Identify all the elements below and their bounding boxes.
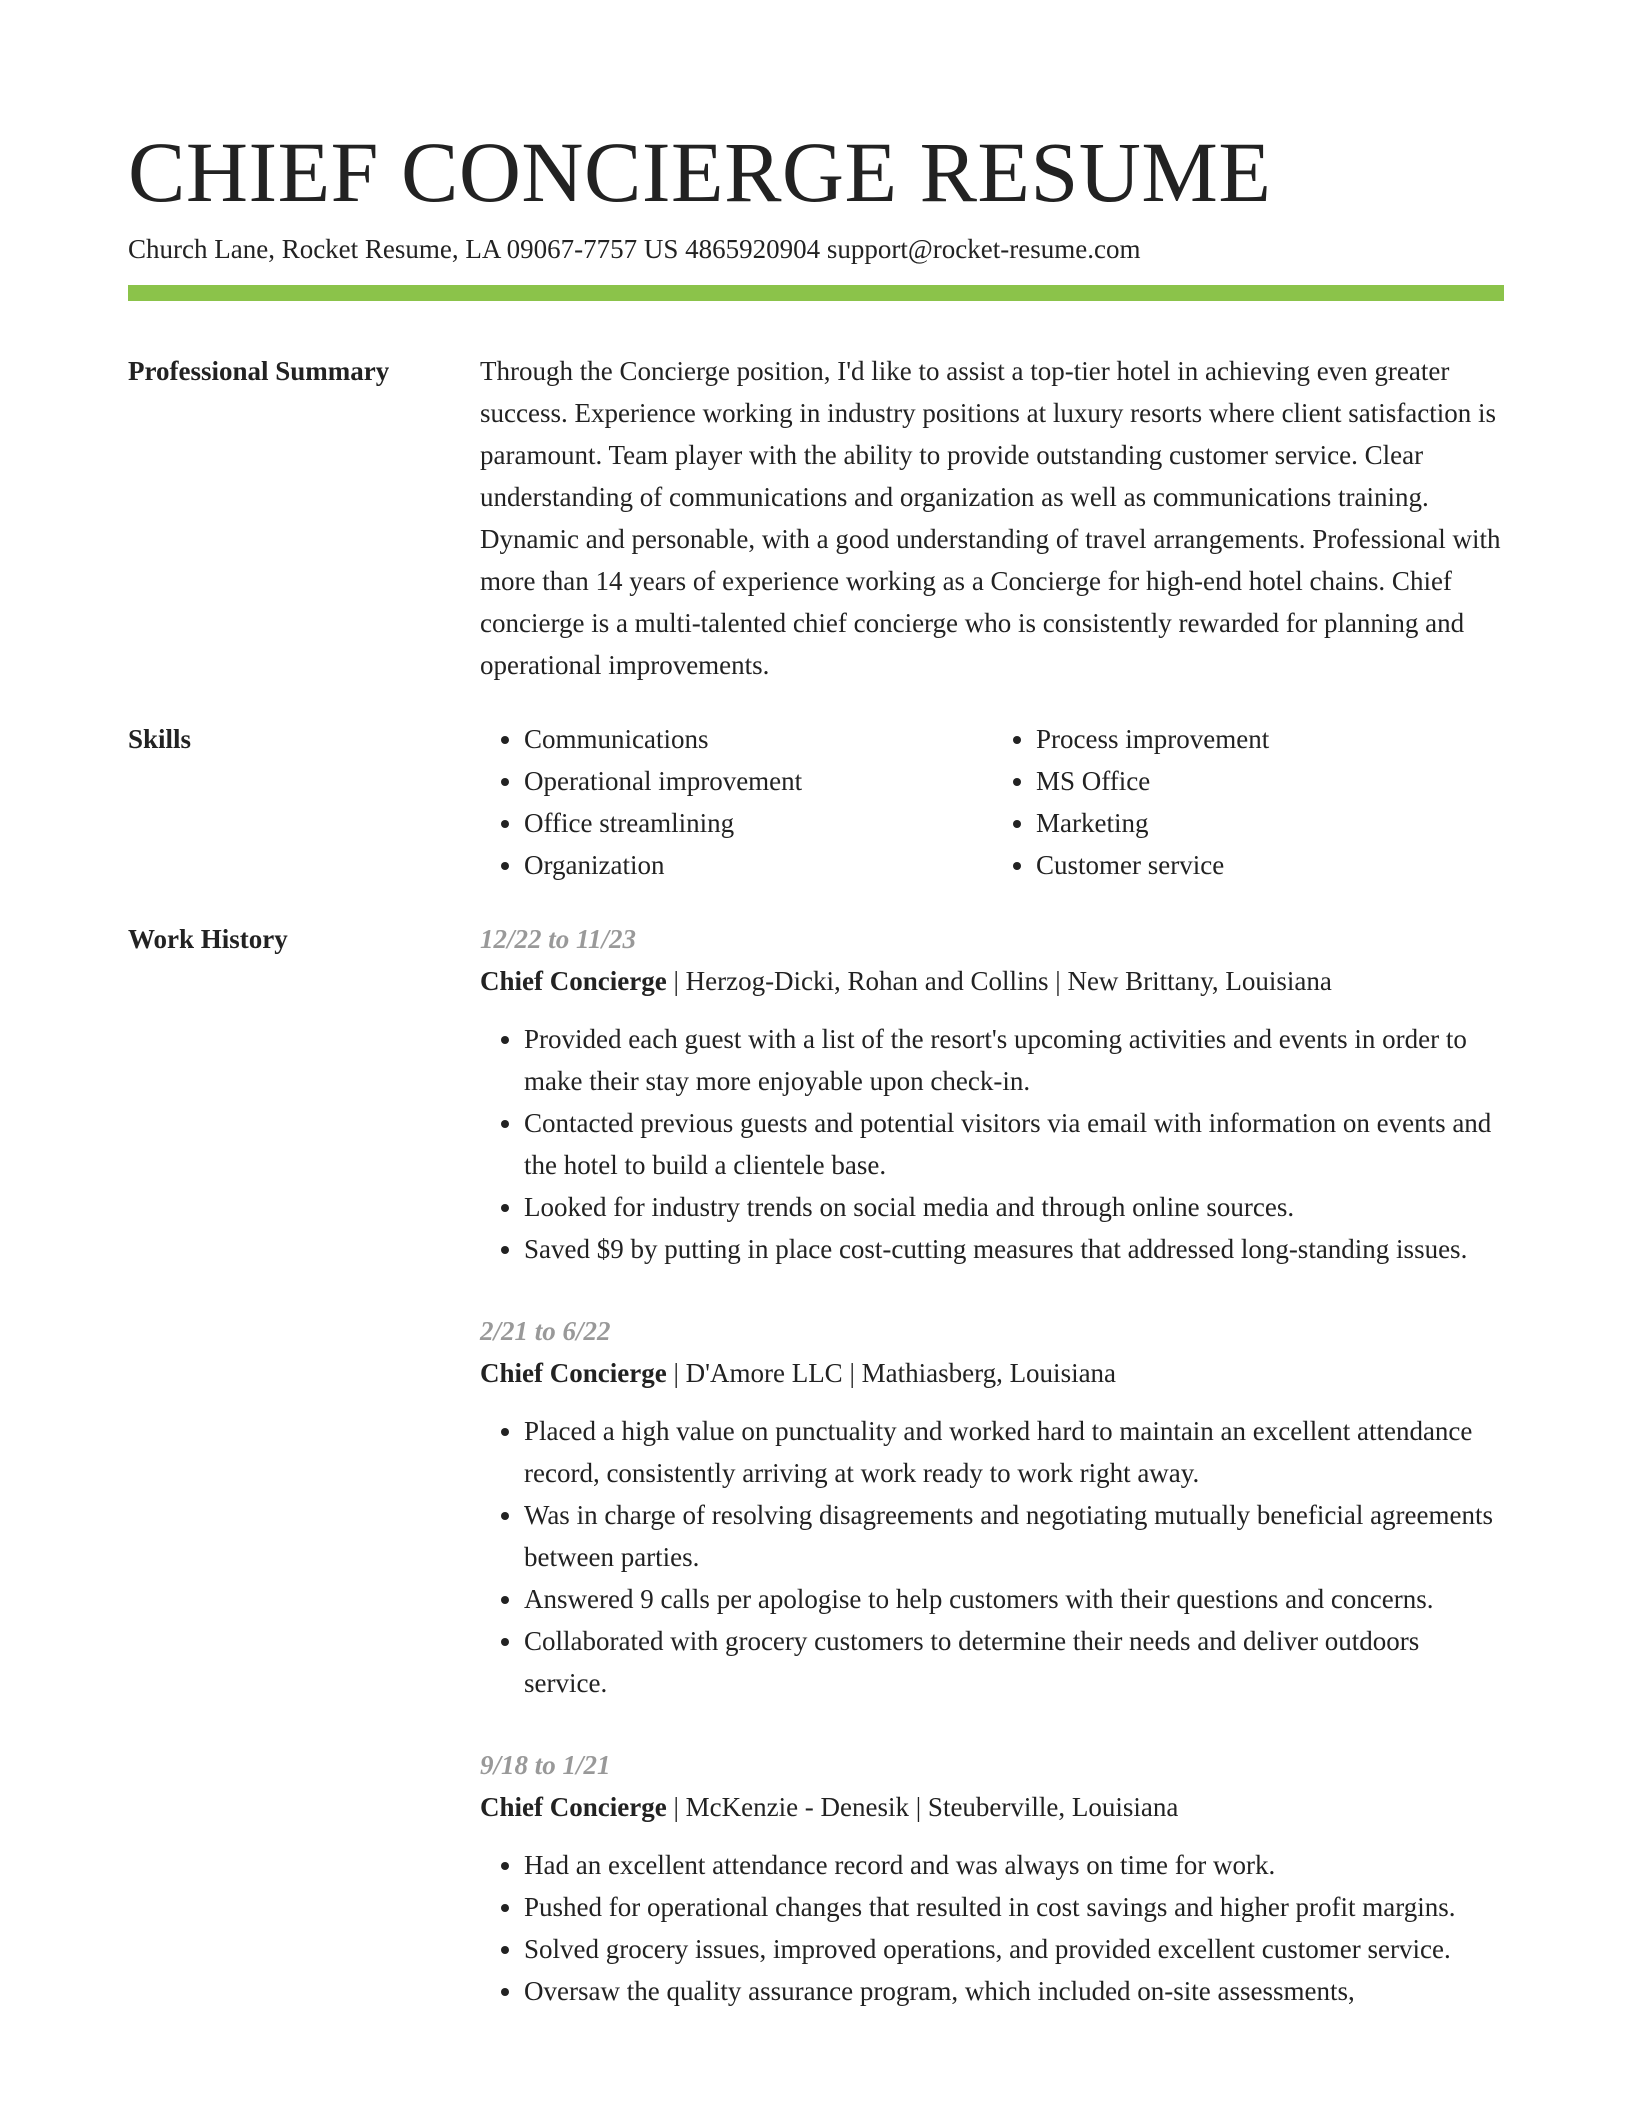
- summary-text: Through the Concierge position, I'd like to assist a top-tier hotel in achieving even greater success. Experience working in industry positions at luxury resorts where client satisfaction is paramount. Team player with the ability to provide outstanding customer service. Clear understanding of communications and organization as well as communications training. Dynamic and personable, with a good understanding of travel arrangements. Professional with more than 14 years of experience working as a Concierge for high-end hotel chains. Chief concierge is a multi-talented chief concierge who is consistently rewarded for planning and operational improvements.: [480, 356, 1501, 680]
- job-bullet: • Was in charge of resolving disagreements and negotiating mutually beneficial agreements between parties.: [524, 1494, 1504, 1578]
- skill-item: • Organization: [524, 844, 992, 886]
- resume-title: CHIEF CONCIERGE RESUME: [128, 124, 1272, 220]
- job-details: | McKenzie - Denesik | Steuberville, Louisiana: [666, 1792, 1179, 1822]
- skill-item: • Communications: [524, 718, 992, 760]
- skill-item: • MS Office: [1036, 760, 1504, 802]
- job-dates: 2/21 to 6/22: [480, 1316, 611, 1346]
- job-entry: [480, 918, 1504, 1270]
- contact-line: [128, 231, 1140, 267]
- job-details: | D'Amore LLC | Mathiasberg, Louisiana: [666, 1358, 1117, 1388]
- job-bullet: • Pushed for operational changes that resulted in cost savings and higher profit margins.: [524, 1886, 1504, 1928]
- job-title-line: [480, 1786, 1504, 1828]
- skill-item: • Customer service: [1036, 844, 1504, 886]
- skill-item: • Process improvement: [1036, 718, 1504, 760]
- section-heading-skills: Skills: [128, 724, 192, 754]
- job-entry: [480, 1310, 1504, 1704]
- job-bullet: • Looked for industry trends on social media and through online sources.: [524, 1186, 1504, 1228]
- contact-address: Church Lane, Rocket Resume, LA 09067-7757 US: [128, 234, 679, 264]
- contact-phone: 4865920904: [685, 234, 821, 264]
- job-bullet: • Saved $9 by putting in place cost-cutting measures that addressed long-standing issues.: [524, 1228, 1504, 1270]
- job-title: Chief Concierge: [480, 1792, 667, 1822]
- job-title: Chief Concierge: [480, 966, 667, 996]
- job-dates: 9/18 to 1/21: [480, 1750, 611, 1780]
- job-bullet: • Answered 9 calls per apologise to help customers with their questions and concerns.: [524, 1578, 1504, 1620]
- job-bullets: [480, 1410, 1504, 1704]
- skill-item: • Office streamlining: [524, 802, 992, 844]
- skill-item: • Marketing: [1036, 802, 1504, 844]
- job-details: | Herzog-Dicki, Rohan and Collins | New Brittany, Louisiana: [666, 966, 1332, 996]
- skill-item: • Operational improvement: [524, 760, 992, 802]
- job-title: Chief Concierge: [480, 1358, 667, 1388]
- contact-email: support@rocket-resume.com: [826, 234, 1141, 264]
- section-heading-summary: Professional Summary: [128, 356, 390, 386]
- skills-list-left: [480, 718, 992, 886]
- summary-body: [480, 350, 1504, 686]
- job-bullet: • Had an excellent attendance record and was always on time for work.: [524, 1844, 1504, 1886]
- job-bullets: [480, 1018, 1504, 1270]
- job-bullets: [480, 1844, 1504, 2012]
- job-bullet: • Collaborated with grocery customers to determine their needs and deliver outdoors service.: [524, 1620, 1504, 1704]
- section-heading-work-history: Work History: [128, 924, 288, 954]
- job-bullet: • Solved grocery issues, improved operations, and provided excellent customer service.: [524, 1928, 1504, 1970]
- job-bullet: • Oversaw the quality assurance program, which included on-site assessments,: [524, 1970, 1504, 2012]
- job-bullet: • Contacted previous guests and potential visitors via email with information on events and the hotel to build a clientele base.: [524, 1102, 1504, 1186]
- accent-divider: [128, 285, 1504, 301]
- job-bullet: • Provided each guest with a list of the resort's upcoming activities and events in order to make their stay more enjoyable upon check-in.: [524, 1018, 1504, 1102]
- job-dates: 12/22 to 11/23: [480, 924, 637, 954]
- job-bullet: • Placed a high value on punctuality and worked hard to maintain an excellent attendance record, consistently arriving at work ready to work right away.: [524, 1410, 1504, 1494]
- skills-grid: [480, 718, 1504, 886]
- job-entry: [480, 1744, 1504, 2012]
- job-title-line: [480, 1352, 1504, 1394]
- skills-list-right: [992, 718, 1504, 886]
- work-history-body: [480, 918, 1504, 2012]
- job-title-line: [480, 960, 1504, 1002]
